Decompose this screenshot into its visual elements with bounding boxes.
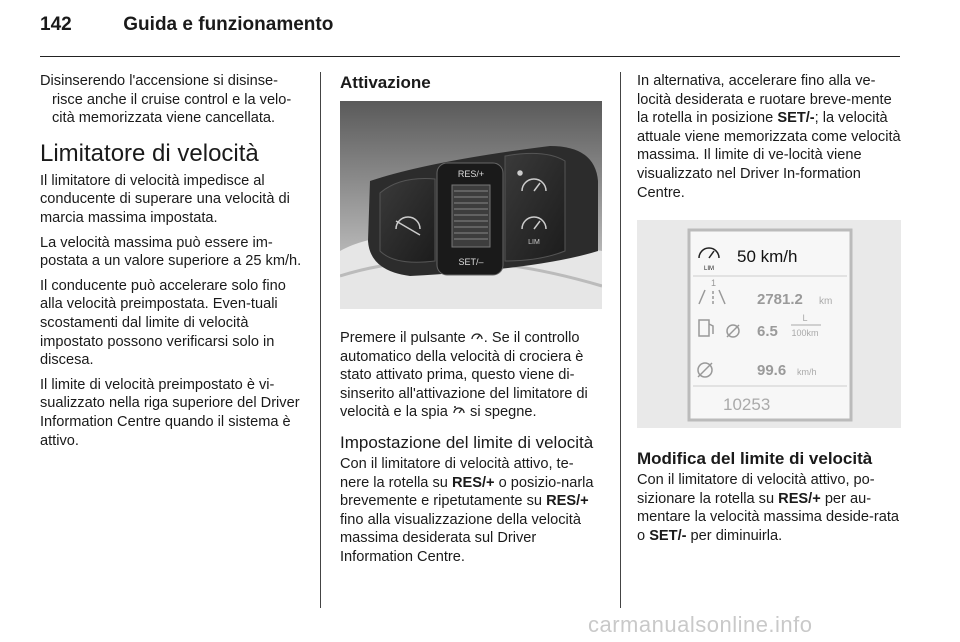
paragraph: La velocità massima può essere im-postata a un valore superiore a 25 km/h.	[40, 234, 302, 270]
text: Con il limitatore di velocità attivo, po-sizionare la rotella su	[637, 472, 875, 507]
watermark: carmanualsonline.info	[588, 612, 813, 637]
column-divider	[320, 72, 321, 608]
column-3	[637, 72, 902, 552]
section-heading: Limitatore di velocità	[40, 139, 259, 167]
section-title: Guida e funzionamento	[123, 14, 334, 35]
steering-wheel-controls-photo	[340, 101, 602, 309]
text: si spegne.	[470, 404, 537, 421]
page-header	[40, 14, 333, 36]
average-speed-value: 99.6	[757, 362, 787, 380]
fuel-consumption-value: 6.5	[757, 323, 778, 341]
subsection-heading: Modifica del limite di velocità	[637, 449, 873, 469]
text: fino alla visualizzazione della velocità massima desiderata sul Driver Information Centre.	[340, 511, 581, 565]
set-minus-text: SET/-	[649, 527, 687, 544]
paragraph: Il limitatore di velocità impedisce al conducente di superare una velocità di marcia massima impostata.	[40, 172, 290, 226]
text: In alternativa, accelerare fino alla ve-locità desiderata e ruotare breve-mente la rotella in posizione	[637, 73, 892, 127]
intro-paragraph: Disinserendo l'accensione si disinse-risce anche il cruise control e la velo-cità memorizzata viene cancellata.	[40, 73, 292, 127]
text: per au-mentare la velocità massima deside-rata o	[637, 490, 899, 544]
column-2	[340, 72, 602, 573]
paragraph	[340, 455, 602, 567]
paragraph: Il conducente può accelerare solo fino alla velocità preimpostata. Even-tuali scostamenti dal limite di velocità impostato possono verificarsi solo in discesa.	[40, 277, 286, 369]
res-plus-label: RES/+	[457, 169, 485, 179]
odometer-value: 10253	[723, 395, 771, 415]
speed-limit-value: 50 km/h	[737, 247, 798, 267]
res-plus-text: RES/+	[778, 490, 821, 507]
set-minus-label: SET/–	[458, 257, 484, 267]
subsection-heading: Impostazione del limite di velocità	[340, 432, 594, 452]
res-plus-text: RES/+	[451, 474, 495, 491]
paragraph	[637, 471, 902, 545]
set-minus-text: SET/-	[777, 110, 815, 127]
paragraph	[637, 72, 902, 202]
text: Premere il pulsante	[340, 330, 466, 346]
page-number: 142	[40, 14, 72, 35]
trip-unit: km	[819, 296, 833, 308]
speed-limiter-icon	[470, 330, 484, 344]
trip-value: 2781.2	[757, 291, 803, 309]
text: . Se il controllo automatico della velocità di crociera è stato attivato prima, questo viene di-sinserito all'attivazione del limitatore di velocità e la spia	[340, 330, 588, 421]
text: o posizio-narla brevemente e ripetutamente su	[340, 474, 594, 510]
text: Con il limitatore di velocità attivo, te-nere la rotella su	[340, 455, 574, 491]
fuel-unit-bottom: 100km	[791, 328, 819, 339]
trip-number: 1	[711, 278, 717, 289]
subsection-heading: Attivazione	[340, 73, 431, 92]
cruise-control-lamp-icon	[452, 404, 466, 418]
fuel-unit-top: L	[802, 313, 808, 324]
text: per diminuirla.	[690, 527, 783, 544]
text: ; la velocità attuale viene memorizzata come velocità massima. Il limite di ve-locità viene visualizzato nel Driver In-formation Centre.	[637, 110, 901, 201]
lim-label: LIM	[703, 266, 715, 273]
header-rule	[40, 56, 900, 57]
column-divider	[620, 72, 621, 608]
lim-label: LIM	[528, 239, 540, 246]
driver-information-centre-display	[637, 220, 901, 428]
paragraph	[340, 329, 602, 422]
speed-unit: km/h	[797, 367, 817, 378]
res-plus-text: RES/+	[546, 493, 589, 510]
paragraph: Il limite di velocità preimpostato è vi-sualizzato nella riga superiore del Driver Information Centre quando il sistema è attivo.	[40, 376, 300, 449]
column-1	[40, 72, 304, 456]
